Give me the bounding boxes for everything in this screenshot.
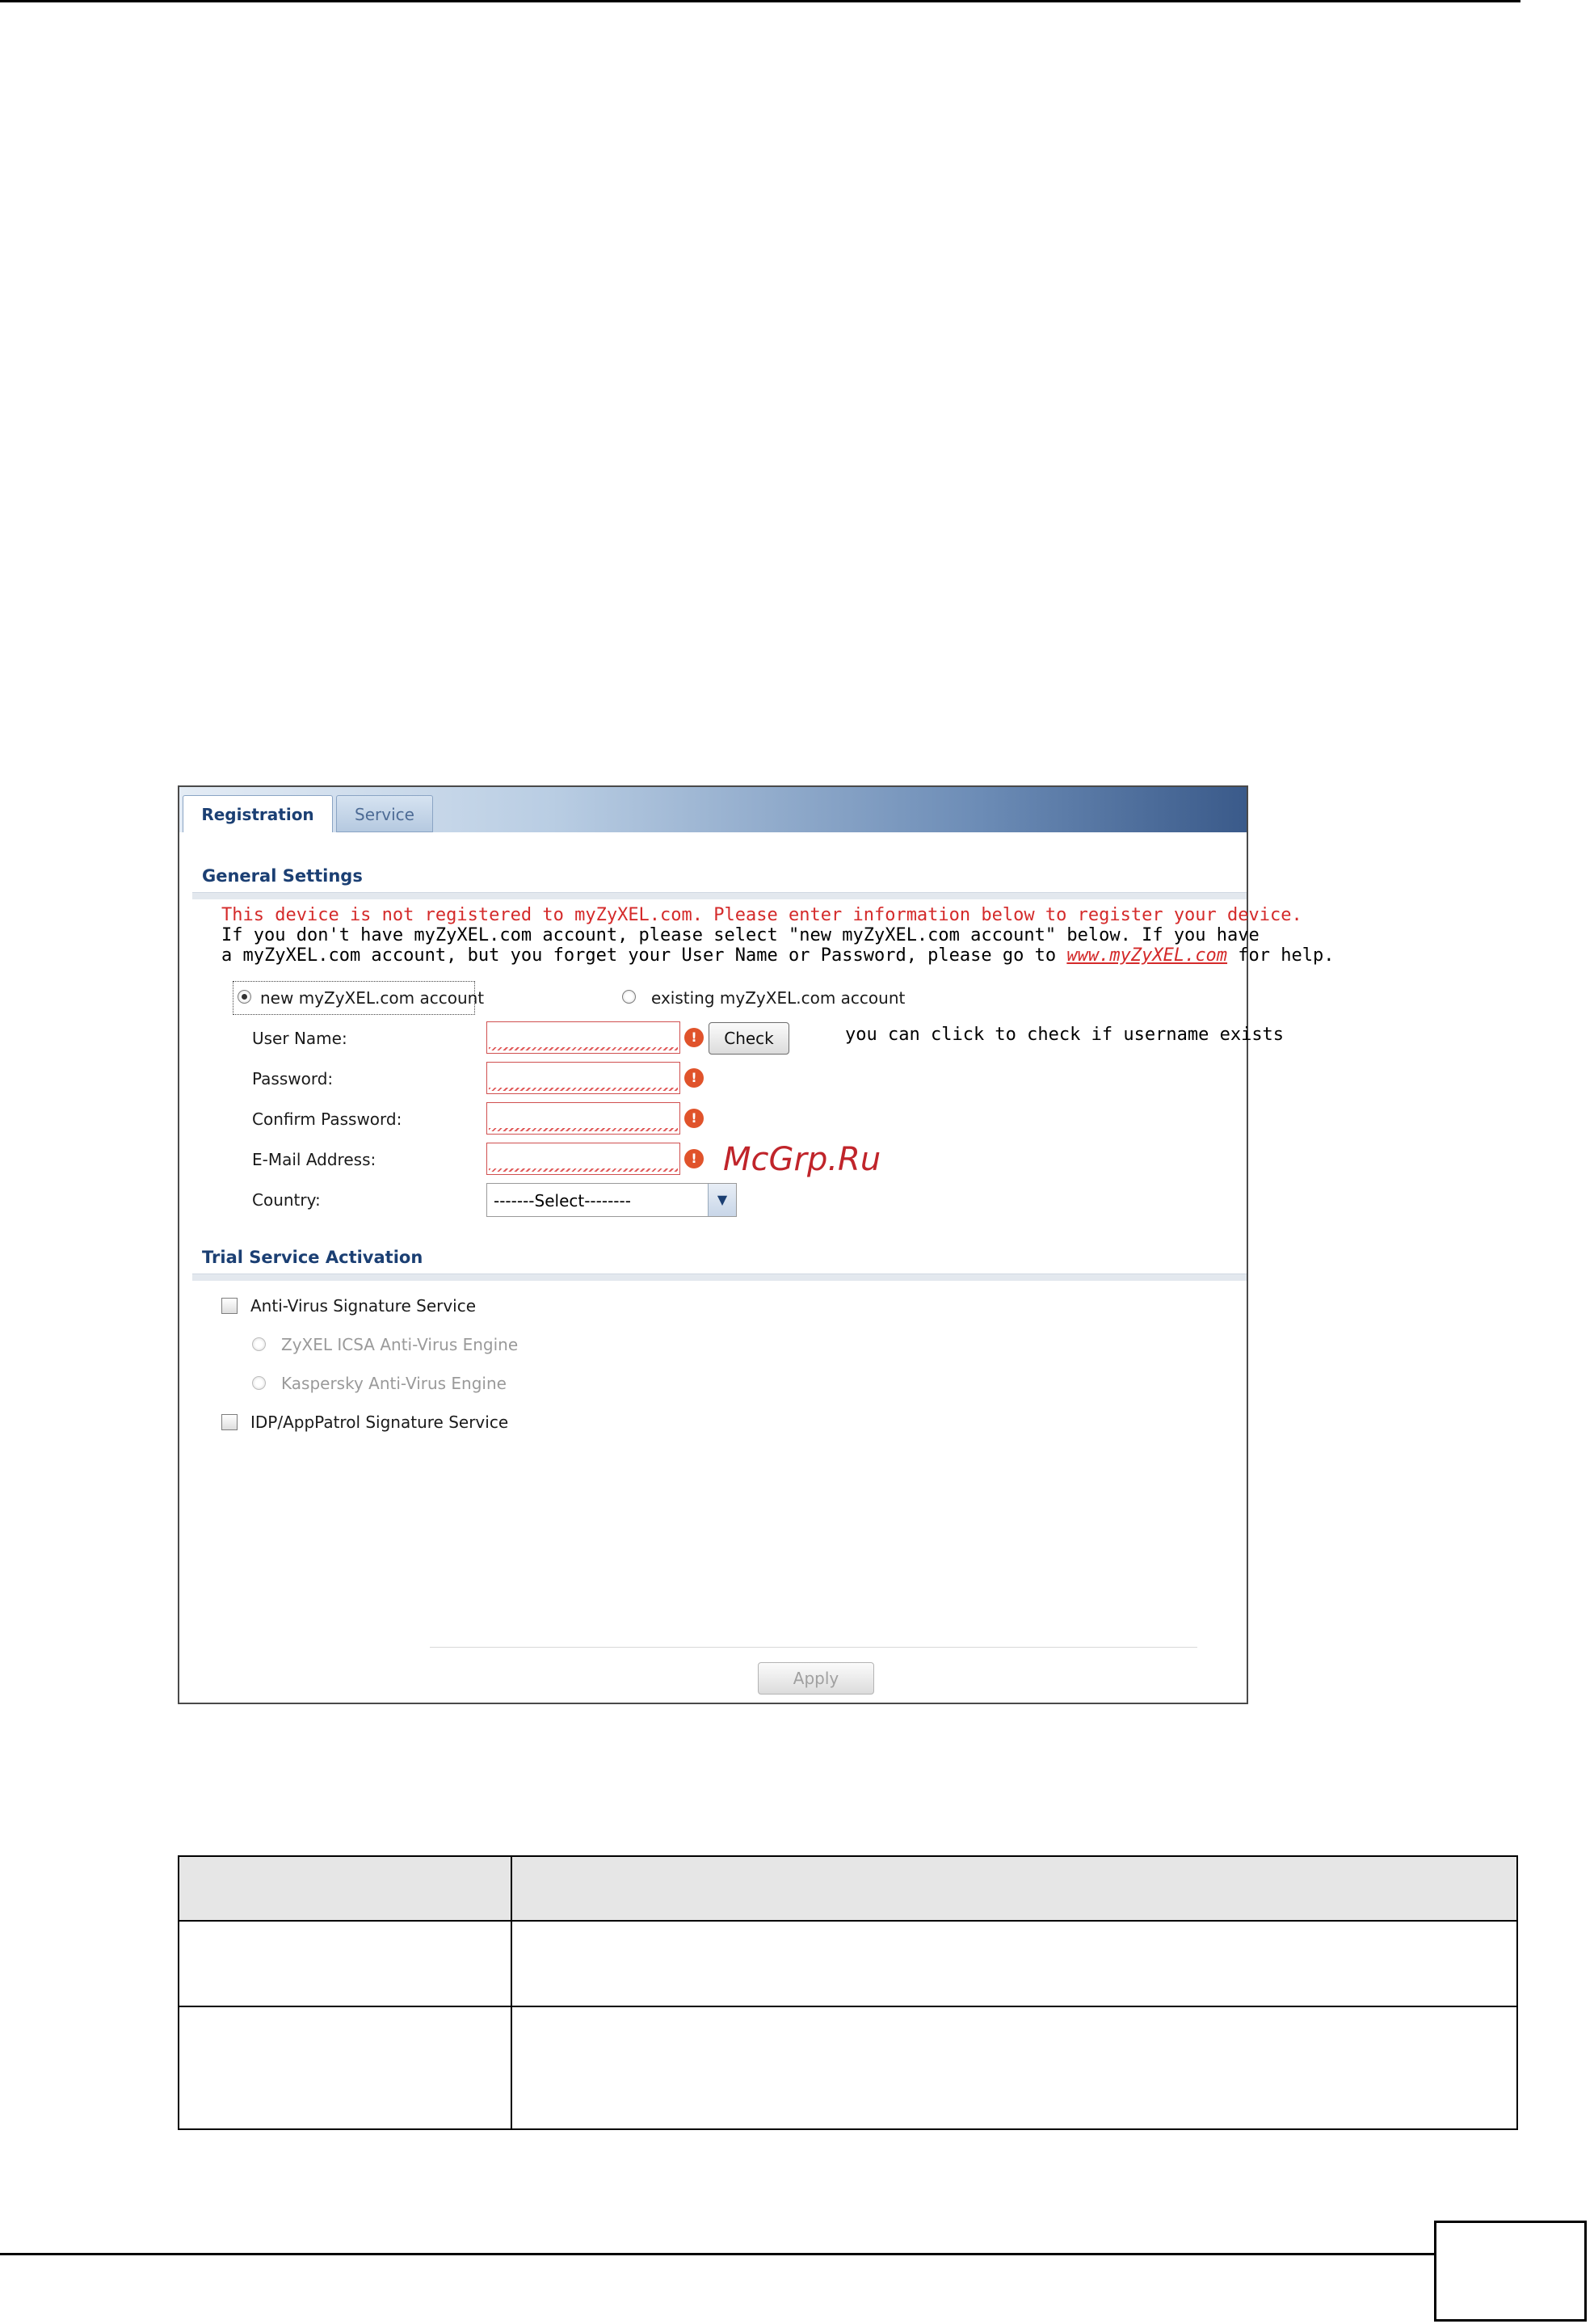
password-label: Password: xyxy=(252,1069,334,1088)
info-line-2 xyxy=(221,945,1335,966)
idp-label[interactable]: IDP/AppPatrol Signature Service xyxy=(250,1413,509,1432)
email-label: E-Mail Address: xyxy=(252,1150,376,1169)
table-cell xyxy=(511,1921,1517,2006)
footer-divider xyxy=(430,1647,1197,1648)
description-table xyxy=(178,1855,1518,2130)
not-registered-notice: This device is not registered to myZyXEL.com. Please enter information below to register your device. xyxy=(221,905,1302,925)
section-divider xyxy=(192,892,1247,899)
confirm-password-input[interactable] xyxy=(486,1102,680,1135)
country-label: Country: xyxy=(252,1190,321,1210)
password-input[interactable] xyxy=(486,1062,680,1094)
zyxel-engine-radio[interactable] xyxy=(252,1337,266,1351)
footer-rule xyxy=(0,2253,1434,2255)
new-account-radio[interactable] xyxy=(238,990,251,1004)
tab-registration[interactable]: Registration xyxy=(183,795,333,832)
country-select[interactable] xyxy=(486,1183,737,1217)
watermark-text: McGrp.Ru xyxy=(723,1141,881,1178)
table-header-row xyxy=(179,1856,1517,1921)
new-account-label[interactable]: new myZyXEL.com account xyxy=(260,988,485,1008)
info-line-2-suffix: for help. xyxy=(1227,945,1335,966)
table-header-cell xyxy=(511,1856,1517,1921)
page-number-box xyxy=(1434,2221,1587,2322)
info-line-2-prefix: a myZyXEL.com account, but you forget your User Name or Password, please go to xyxy=(221,945,1067,966)
user-name-error-icon: ! xyxy=(684,1028,704,1047)
myzyxel-link[interactable]: www.myZyXEL.com xyxy=(1066,945,1228,966)
table-row xyxy=(179,2006,1517,2129)
kaspersky-engine-radio[interactable] xyxy=(252,1376,266,1390)
user-name-input[interactable] xyxy=(486,1021,680,1054)
check-button[interactable]: Check xyxy=(709,1022,789,1055)
info-line-1: If you don't have myZyXEL.com account, please select "new myZyXEL.com account" below. If you have xyxy=(221,925,1260,945)
email-input[interactable] xyxy=(486,1143,680,1175)
table-row xyxy=(179,1921,1517,2006)
table-header-cell xyxy=(179,1856,511,1921)
confirm-password-label: Confirm Password: xyxy=(252,1109,402,1129)
kaspersky-engine-label: Kaspersky Anti-Virus Engine xyxy=(281,1374,507,1393)
email-error-icon: ! xyxy=(684,1149,704,1168)
antivirus-label[interactable]: Anti-Virus Signature Service xyxy=(250,1296,477,1316)
section-divider xyxy=(192,1274,1247,1281)
chevron-down-icon[interactable]: ▼ xyxy=(708,1184,736,1216)
apply-button[interactable]: Apply xyxy=(758,1662,874,1695)
zyxel-engine-label: ZyXEL ICSA Anti-Virus Engine xyxy=(281,1335,519,1354)
registration-panel xyxy=(178,785,1335,1704)
tab-bar xyxy=(179,787,1247,832)
country-select-value: -------Select-------- xyxy=(494,1191,631,1210)
idp-checkbox[interactable] xyxy=(221,1414,238,1430)
existing-account-label[interactable]: existing myZyXEL.com account xyxy=(651,988,906,1008)
table-cell xyxy=(511,2006,1517,2129)
trial-service-title: Trial Service Activation xyxy=(202,1248,423,1267)
antivirus-checkbox[interactable] xyxy=(221,1298,238,1314)
table-cell xyxy=(179,1921,511,2006)
general-settings-title: General Settings xyxy=(202,866,363,886)
check-hint: you can click to check if username exists xyxy=(845,1025,1285,1045)
existing-account-radio[interactable] xyxy=(622,990,636,1004)
confirm-password-error-icon: ! xyxy=(684,1109,704,1128)
table-cell xyxy=(179,2006,511,2129)
tab-service[interactable]: Service xyxy=(336,795,433,832)
header-rule xyxy=(0,0,1520,2)
user-name-label: User Name: xyxy=(252,1029,347,1048)
password-error-icon: ! xyxy=(684,1068,704,1088)
